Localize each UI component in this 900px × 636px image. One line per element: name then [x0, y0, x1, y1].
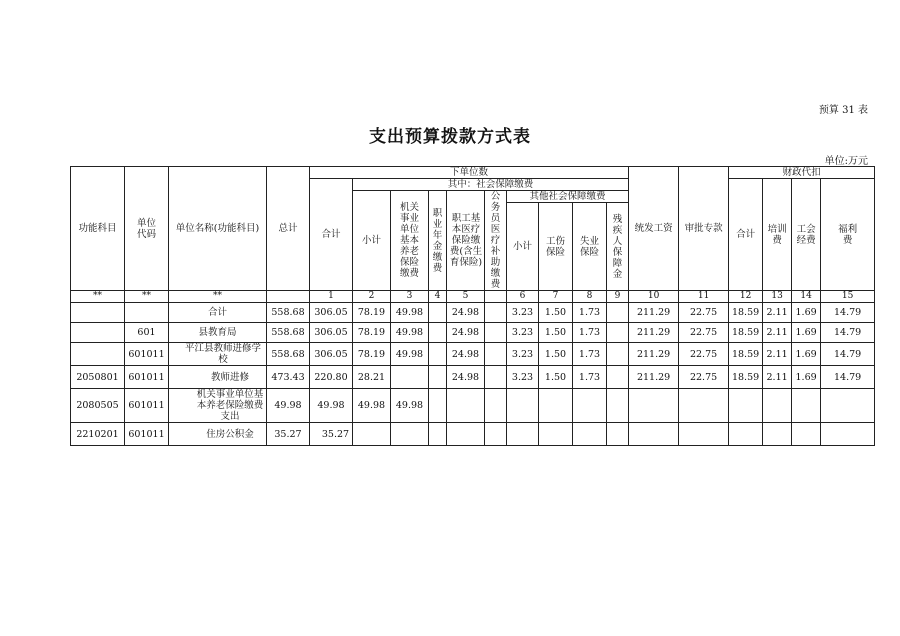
header-injury: 工伤保险: [539, 203, 573, 291]
code-cell: 601011: [125, 343, 169, 366]
marker-cell: 12: [729, 291, 763, 303]
value-cell: [629, 389, 679, 423]
value-cell: 306.05: [310, 323, 353, 343]
value-cell: 3.23: [507, 303, 539, 323]
value-cell: [353, 423, 391, 446]
value-cell: 3.23: [507, 366, 539, 389]
value-cell: [607, 423, 629, 446]
value-cell: [485, 323, 507, 343]
value-cell: 1.50: [539, 303, 573, 323]
header-unit-code: 单位代码: [125, 167, 169, 291]
value-cell: [763, 389, 792, 423]
value-cell: 211.29: [629, 303, 679, 323]
value-cell: [429, 343, 447, 366]
header-fiscal-sum: 合计: [729, 179, 763, 291]
value-cell: [792, 389, 821, 423]
header-fiscal-agent: 财政代扣: [729, 167, 875, 179]
value-cell: [447, 423, 485, 446]
header-disability: 残疾人保障金: [607, 203, 629, 291]
marker-cell: 10: [629, 291, 679, 303]
value-cell: [485, 343, 507, 366]
value-cell: 24.98: [447, 303, 485, 323]
total-cell: 35.27: [267, 423, 310, 446]
value-cell: 49.98: [391, 343, 429, 366]
value-cell: 24.98: [447, 323, 485, 343]
marker-cell: 3: [391, 291, 429, 303]
header-other-sub: 小计: [507, 203, 539, 291]
marker-cell: 2: [353, 291, 391, 303]
total-cell: 558.68: [267, 323, 310, 343]
header-unemployment: 失业保险: [573, 203, 607, 291]
marker-cell: 15: [821, 291, 875, 303]
value-cell: 1.73: [573, 323, 607, 343]
marker-cell: 9: [607, 291, 629, 303]
value-cell: 35.27: [310, 423, 353, 446]
marker-cell: **: [125, 291, 169, 303]
marker-cell: 4: [429, 291, 447, 303]
marker-cell: 1: [310, 291, 353, 303]
header-unified-salary: 统发工资: [629, 167, 679, 291]
value-cell: [607, 323, 629, 343]
value-cell: 18.59: [729, 303, 763, 323]
value-cell: 1.69: [792, 323, 821, 343]
header-func-subject: 功能科目: [71, 167, 125, 291]
table-row: [71, 366, 875, 389]
value-cell: [679, 389, 729, 423]
value-cell: [821, 423, 875, 446]
code-cell: 601011: [125, 366, 169, 389]
value-cell: 211.29: [629, 323, 679, 343]
value-cell: [429, 323, 447, 343]
value-cell: 22.75: [679, 323, 729, 343]
value-cell: [447, 389, 485, 423]
value-cell: 1.69: [792, 303, 821, 323]
code-cell: 601: [125, 323, 169, 343]
value-cell: 220.80: [310, 366, 353, 389]
value-cell: [429, 366, 447, 389]
value-cell: 22.75: [679, 303, 729, 323]
value-cell: [607, 343, 629, 366]
header-training: 培训费: [763, 179, 792, 291]
value-cell: 1.73: [573, 303, 607, 323]
value-cell: 49.98: [353, 389, 391, 423]
value-cell: 2.11: [763, 366, 792, 389]
header-subtotal-sum: 合计: [310, 179, 353, 291]
value-cell: 18.59: [729, 343, 763, 366]
header-welfare: 福利费: [821, 179, 875, 291]
value-cell: [792, 423, 821, 446]
table-row: [71, 389, 875, 423]
value-cell: 211.29: [629, 343, 679, 366]
value-cell: [429, 423, 447, 446]
value-cell: 306.05: [310, 303, 353, 323]
code-cell: 601011: [125, 389, 169, 423]
value-cell: [539, 389, 573, 423]
value-cell: 24.98: [447, 366, 485, 389]
value-cell: [763, 423, 792, 446]
value-cell: [429, 303, 447, 323]
value-cell: [391, 366, 429, 389]
marker-cell: 6: [507, 291, 539, 303]
value-cell: 22.75: [679, 343, 729, 366]
value-cell: [679, 423, 729, 446]
table-row: [71, 323, 875, 343]
header-total: 总计: [267, 167, 310, 291]
value-cell: [629, 423, 679, 446]
value-cell: 14.79: [821, 366, 875, 389]
header-union: 工会经费: [792, 179, 821, 291]
value-cell: [573, 423, 607, 446]
value-cell: [485, 423, 507, 446]
header-approved-special: 审批专款: [679, 167, 729, 291]
header-unit-name: 单位名称(功能科目): [169, 167, 267, 291]
value-cell: 49.98: [391, 303, 429, 323]
value-cell: 1.50: [539, 343, 573, 366]
document-number: 预算 31 表: [818, 105, 868, 116]
marker-cell: 5: [447, 291, 485, 303]
value-cell: [821, 389, 875, 423]
value-cell: 1.69: [792, 343, 821, 366]
value-cell: 1.50: [539, 366, 573, 389]
value-cell: 2.11: [763, 343, 792, 366]
value-cell: 211.29: [629, 366, 679, 389]
value-cell: 1.73: [573, 366, 607, 389]
value-cell: 28.21: [353, 366, 391, 389]
total-cell: 558.68: [267, 303, 310, 323]
func-cell: [71, 323, 125, 343]
value-cell: 49.98: [391, 389, 429, 423]
value-cell: [485, 366, 507, 389]
value-cell: 3.23: [507, 323, 539, 343]
func-cell: 2210201: [71, 423, 125, 446]
name-cell: 教师进修: [169, 366, 267, 389]
value-cell: [485, 303, 507, 323]
value-cell: [539, 423, 573, 446]
value-cell: [607, 303, 629, 323]
value-cell: [729, 423, 763, 446]
value-cell: 2.11: [763, 323, 792, 343]
marker-cell: 11: [679, 291, 729, 303]
header-medical: 职工基本医疗保险缴费(含生育保险): [447, 191, 485, 291]
table-row: [71, 303, 875, 323]
header-pension: 机关事业单位基本养老保险缴费: [391, 191, 429, 291]
func-cell: [71, 343, 125, 366]
value-cell: [573, 389, 607, 423]
code-cell: 601011: [125, 423, 169, 446]
value-cell: [607, 389, 629, 423]
func-cell: 2080505: [71, 389, 125, 423]
header-lower-unit: 下单位数: [310, 167, 629, 179]
value-cell: 18.59: [729, 323, 763, 343]
header-social-security: 其中：社会保障缴费: [353, 179, 629, 191]
value-cell: [429, 389, 447, 423]
value-cell: 14.79: [821, 343, 875, 366]
marker-cell: [485, 291, 507, 303]
value-cell: [507, 389, 539, 423]
header-annuity: 职业年金缴费: [429, 191, 447, 291]
value-cell: 1.73: [573, 343, 607, 366]
name-cell: 合计: [169, 303, 267, 323]
value-cell: 22.75: [679, 366, 729, 389]
value-cell: 306.05: [310, 343, 353, 366]
value-cell: 49.98: [391, 323, 429, 343]
value-cell: [507, 423, 539, 446]
value-cell: 18.59: [729, 366, 763, 389]
value-cell: 1.69: [792, 366, 821, 389]
table-row: [71, 343, 875, 366]
name-cell: 机关事业单位基本养老保险缴费支出: [169, 389, 267, 423]
marker-cell: [267, 291, 310, 303]
unit-label: 单位:万元: [824, 156, 868, 167]
func-cell: 2050801: [71, 366, 125, 389]
value-cell: 49.98: [310, 389, 353, 423]
column-number-row: [71, 291, 875, 303]
value-cell: 78.19: [353, 323, 391, 343]
value-cell: 78.19: [353, 343, 391, 366]
total-cell: 558.68: [267, 343, 310, 366]
header-other-social: 其他社会保障缴费: [507, 191, 629, 203]
marker-cell: 13: [763, 291, 792, 303]
marker-cell: 7: [539, 291, 573, 303]
value-cell: 24.98: [447, 343, 485, 366]
marker-cell: **: [71, 291, 125, 303]
value-cell: [391, 423, 429, 446]
total-cell: 473.43: [267, 366, 310, 389]
code-cell: [125, 303, 169, 323]
value-cell: 1.50: [539, 323, 573, 343]
value-cell: [607, 366, 629, 389]
header-civil-medical: 公务员医疗补助缴费: [485, 191, 507, 291]
marker-cell: **: [169, 291, 267, 303]
page-title: 支出预算拨款方式表: [369, 127, 531, 147]
value-cell: [729, 389, 763, 423]
value-cell: 78.19: [353, 303, 391, 323]
budget-table: [70, 166, 875, 446]
name-cell: 平江县教师进修学校: [169, 343, 267, 366]
value-cell: 14.79: [821, 303, 875, 323]
value-cell: 14.79: [821, 323, 875, 343]
marker-cell: 14: [792, 291, 821, 303]
value-cell: 3.23: [507, 343, 539, 366]
total-cell: 49.98: [267, 389, 310, 423]
value-cell: [485, 389, 507, 423]
func-cell: [71, 303, 125, 323]
table-row: [71, 423, 875, 446]
value-cell: 2.11: [763, 303, 792, 323]
marker-cell: 8: [573, 291, 607, 303]
name-cell: 县教育局: [169, 323, 267, 343]
header-sub-total: 小计: [353, 191, 391, 291]
name-cell: 住房公积金: [169, 423, 267, 446]
